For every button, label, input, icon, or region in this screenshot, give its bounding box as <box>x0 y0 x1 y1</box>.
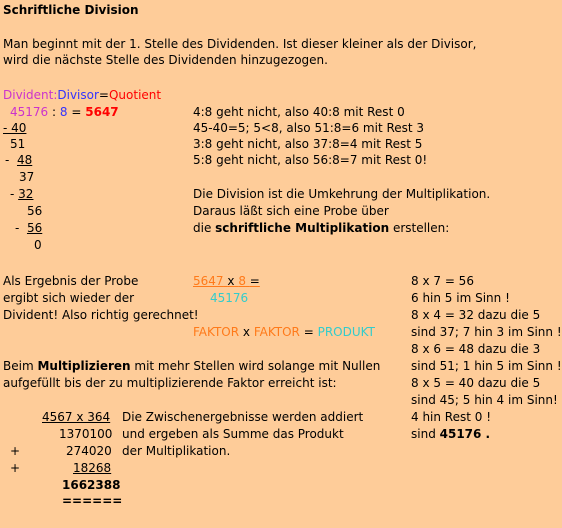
calc-row-6: 56 <box>27 204 43 218</box>
longmult-total: 1662388 <box>62 478 121 492</box>
longmult-rule: ====== <box>62 494 123 508</box>
right-step-4: sind 37; 7 hin 3 im Sinn ! <box>411 325 562 339</box>
division-op: : <box>52 105 57 119</box>
equals-sign: = <box>71 105 82 119</box>
right-step-8: sind 45; 5 hin 4 im Sinn! <box>411 393 558 407</box>
intro-line-2: wird die nächste Stelle des Dividenden hinzugezogen. <box>3 53 328 67</box>
longmult-plus-1: + <box>10 444 21 458</box>
umkehr-line-3: die schriftliche Multiplikation erstellen: <box>193 221 450 235</box>
calc-row-3: - 48 <box>5 153 33 167</box>
legend-quotient: Quotient <box>108 88 162 102</box>
longmult-row-2: 274020 <box>66 444 112 458</box>
factor-legend: FAKTOR x FAKTOR = PRODUKT <box>193 325 375 339</box>
right-step-5: 8 x 6 = 48 dazu die 3 <box>411 342 541 356</box>
probe-result: 45176 <box>210 291 249 305</box>
legend-colon: : <box>53 88 58 102</box>
quotient-value: 5647 <box>85 105 119 119</box>
dividend-value: 45176 <box>10 105 49 119</box>
step-3: 3:8 geht nicht, also 37:8=4 mit Rest 5 <box>193 137 423 151</box>
right-step-3: 8 x 4 = 32 dazu die 5 <box>411 308 541 322</box>
right-step-7: 8 x 5 = 40 dazu die 5 <box>411 376 541 390</box>
probe-line-2: ergibt sich wieder der <box>3 291 135 305</box>
legend-divisor: Divisor <box>57 88 99 102</box>
probe-line-3: Divident! Also richtig gerechnet! <box>3 308 199 322</box>
longmult-row-1: 1370100 <box>59 427 113 441</box>
calc-row-5: - 32 <box>10 187 34 201</box>
calc-row-2: 51 <box>10 137 26 151</box>
umkehr-line-1: Die Division ist die Umkehrung der Multiplikation. <box>193 187 491 201</box>
zwischen-line-1: Die Zwischenergebnisse werden addiert <box>122 410 364 424</box>
calc-row-1: - 40 <box>3 121 27 135</box>
longmult-plus-2: + <box>10 461 21 475</box>
legend-dividend: Divident <box>3 88 54 102</box>
legend-equals: = <box>98 88 109 102</box>
calc-row-8: 0 <box>34 238 42 252</box>
intro-line-1: Man beginnt mit der 1. Stelle des Dividenden. Ist dieser kleiner als der Divisor, <box>3 37 477 51</box>
title-bar <box>0 0 562 20</box>
right-step-9: 4 hin Rest 0 ! <box>411 410 492 424</box>
multi-line-2: aufgefüllt bis der zu multiplizierende Faktor erreicht ist: <box>3 376 337 390</box>
umkehr-line-2: Daraus läßt sich eine Probe über <box>193 204 389 218</box>
longmult-row-3: 18268 <box>73 461 112 475</box>
zwischen-line-3: der Multiplikation. <box>122 444 231 458</box>
right-step-6: sind 51; 1 hin 5 im Sinn ! <box>411 359 562 373</box>
division-line <box>10 104 119 120</box>
right-step-10: sind 45176 . <box>411 427 491 441</box>
multi-line-1: Beim Multiplizieren mit mehr Stellen wird solange mit Nullen <box>3 359 381 373</box>
right-step-1: 8 x 7 = 56 <box>411 274 474 288</box>
step-1: 4:8 geht nicht, also 40:8 mit Rest 0 <box>193 105 405 119</box>
page-title: Schriftliche Division <box>3 3 139 17</box>
right-step-2: 6 hin 5 im Sinn ! <box>411 291 510 305</box>
divisor-value: 8 <box>59 105 68 119</box>
step-2: 45-40=5; 5<8, also 51:8=6 mit Rest 3 <box>193 121 425 135</box>
calc-row-7: - 56 <box>15 221 43 235</box>
probe-multiplication: 5647 x 8 = <box>193 274 260 288</box>
zwischen-line-2: und ergeben als Summe das Produkt <box>122 427 344 441</box>
legend <box>3 87 161 103</box>
calc-row-4: 37 <box>19 170 35 184</box>
probe-line-1: Als Ergebnis der Probe <box>3 274 139 288</box>
step-4: 5:8 geht nicht, also 56:8=7 mit Rest 0! <box>193 153 428 167</box>
longmult-header: 4567 x 364 <box>42 410 111 424</box>
